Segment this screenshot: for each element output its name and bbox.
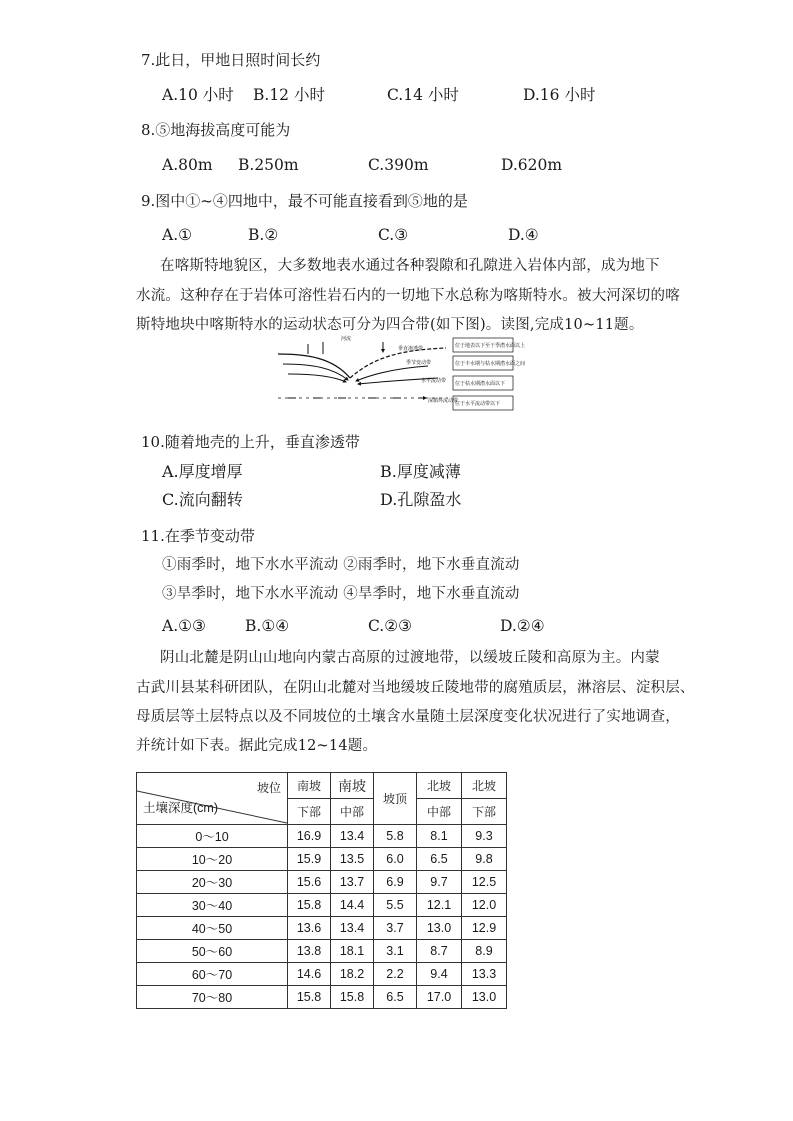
moisture-cell: 13.8 — [288, 940, 331, 963]
header-south-group: 南坡 — [331, 773, 374, 799]
table-row — [137, 917, 507, 940]
q9-option-b: B.② — [248, 226, 279, 244]
header-top: 坡顶 — [374, 773, 417, 825]
q9-option-a: A.① — [162, 226, 193, 244]
q9-stem: 9.图中①~④四地中，最不可能直接看到⑤地的是 — [141, 192, 468, 210]
passage2-line-4: 并统计如下表。据此完成12~14题。 — [136, 738, 378, 754]
q7-option-d: D.16 小时 — [523, 86, 596, 104]
moisture-cell: 18.1 — [331, 940, 374, 963]
moisture-cell: 6.9 — [374, 871, 417, 894]
moisture-cell: 8.7 — [417, 940, 462, 963]
moisture-cell: 9.3 — [462, 825, 507, 848]
depth-cell: 40～50 — [137, 917, 288, 940]
q7-stem: 7.此日，甲地日照时间长约 — [141, 51, 321, 69]
q11-statement-1: ①雨季时，地下水水平流动 ②雨季时，地下水垂直流动 — [162, 557, 520, 573]
header-south-lower-top: 南坡 — [288, 773, 331, 799]
table-row — [137, 940, 507, 963]
q8-option-c: C.390m — [368, 156, 429, 174]
q10-option-a: A.厚度增厚 — [162, 462, 243, 481]
table-row — [137, 825, 507, 848]
q11-statement-2: ③旱季时，地下水水平流动 ④旱季时，地下水垂直流动 — [162, 586, 520, 602]
moisture-cell: 12.0 — [462, 894, 507, 917]
q11-option-c: C.②③ — [368, 617, 413, 635]
table-row — [137, 963, 507, 986]
q11-option-d: D.②④ — [500, 617, 545, 635]
q10-stem: 10.随着地壳的上升，垂直渗透带 — [141, 433, 360, 451]
moisture-cell: 12.5 — [462, 871, 507, 894]
table-row — [137, 848, 507, 871]
q10-option-c: C.流向翻转 — [162, 490, 243, 509]
vertical-seepage-arrows — [308, 342, 383, 354]
zone2-label: 季节变动带 — [406, 360, 432, 366]
header-south-lower-bottom: 下部 — [288, 799, 331, 825]
river-label: 河流 — [341, 336, 352, 342]
moisture-cell: 17.0 — [417, 986, 462, 1009]
moisture-cell: 12.9 — [462, 917, 507, 940]
moisture-cell: 6.5 — [374, 986, 417, 1009]
moisture-cell: 18.2 — [331, 963, 374, 986]
q8-option-d: D.620m — [501, 156, 563, 174]
moisture-cell: 8.9 — [462, 940, 507, 963]
q10-option-b: B.厚度减薄 — [380, 462, 461, 481]
depth-cell: 30～40 — [137, 894, 288, 917]
moisture-cell: 15.8 — [331, 986, 374, 1009]
q11-stem: 11.在季节变动带 — [141, 527, 255, 545]
table-row — [137, 871, 507, 894]
flow-line-3 — [356, 366, 428, 381]
passage2-line-2: 古武川县某科研团队，在阴山北麓对当地缓坡丘陵地带的腐殖质层，淋溶层、淀积层、 — [136, 680, 695, 696]
moisture-cell: 15.6 — [288, 871, 331, 894]
note3-text: 位于枯水期潜水面以下 — [455, 381, 506, 387]
header-south-mid: 中部 — [331, 799, 374, 825]
moisture-cell: 15.9 — [288, 848, 331, 871]
soil-depth-header: 土壤深度(cm) — [143, 801, 218, 815]
passage1-line-2: 水流。这种存在于岩体可溶性岩石内的一切地下水总称为喀斯特水。被大河深切的喀 — [136, 288, 680, 304]
zone1-label: 垂直渗透带 — [398, 346, 424, 352]
moisture-cell: 9.7 — [417, 871, 462, 894]
header-north-mid-top: 北坡 — [417, 773, 462, 799]
passage1-line-1: 在喀斯特地貌区，大多数地表水通过各种裂隙和孔隙进入岩体内部，成为地下 — [160, 258, 660, 274]
depth-cell: 20～30 — [137, 871, 288, 894]
q9-option-c: C.③ — [378, 226, 409, 244]
depth-cell: 0～10 — [137, 825, 288, 848]
moisture-cell: 12.1 — [417, 894, 462, 917]
moisture-cell: 13.4 — [331, 825, 374, 848]
moisture-cell: 16.9 — [288, 825, 331, 848]
passage1-line-3: 斯特地块中喀斯特水的运动状态可分为四合带(如下图)。读图,完成10~11题。 — [136, 317, 644, 333]
q11-option-b: B.①④ — [245, 617, 290, 635]
q9-option-d: D.④ — [508, 226, 539, 244]
moisture-cell: 15.8 — [288, 894, 331, 917]
passage2-line-1: 阴山北麓是阴山山地向内蒙古高原的过渡地带，以缓坡丘陵和高原为主。内蒙 — [160, 650, 660, 666]
flow-line-1 — [283, 364, 348, 380]
depth-cell: 50～60 — [137, 940, 288, 963]
moisture-cell: 6.0 — [374, 848, 417, 871]
table-row — [137, 986, 507, 1009]
header-north-mid-bottom: 中部 — [417, 799, 462, 825]
note4-text: 位于水平流动带以下 — [455, 401, 501, 407]
moisture-cell: 13.0 — [462, 986, 507, 1009]
passage2-line-3: 母质层等土层特点以及不同坡位的土壤含水量随土层深度变化状况进行了实地调查， — [136, 709, 680, 725]
moisture-cell: 13.5 — [331, 848, 374, 871]
zone3-label: 水平流动带 — [421, 378, 447, 384]
zone4-label: 深循环流动带 — [428, 398, 459, 404]
table-body — [137, 825, 507, 1009]
moisture-cell: 13.6 — [288, 917, 331, 940]
flow-line-2 — [288, 374, 346, 382]
q10-option-d: D.孔隙盈水 — [380, 490, 462, 509]
moisture-cell: 15.8 — [288, 986, 331, 1009]
moisture-cell: 14.4 — [331, 894, 374, 917]
karst-water-figure — [278, 336, 526, 416]
moisture-cell: 13.0 — [417, 917, 462, 940]
depth-cell: 10～20 — [137, 848, 288, 871]
depth-cell: 60～70 — [137, 963, 288, 986]
header-north-lower-top: 北坡 — [462, 773, 507, 799]
q8-stem: 8.⑤地海拔高度可能为 — [141, 121, 291, 139]
note2-text: 位于丰水期与枯水期潜水面之间 — [455, 361, 526, 367]
karst-diagram — [278, 336, 526, 416]
moisture-cell: 5.8 — [374, 825, 417, 848]
header-north-lower-bottom: 下部 — [462, 799, 507, 825]
moisture-cell: 3.7 — [374, 917, 417, 940]
moisture-cell: 9.4 — [417, 963, 462, 986]
moisture-cell: 9.8 — [462, 848, 507, 871]
moisture-cell: 13.3 — [462, 963, 507, 986]
soil-moisture-table — [136, 772, 507, 1009]
moisture-cell: 3.1 — [374, 940, 417, 963]
depth-cell: 70～80 — [137, 986, 288, 1009]
moisture-cell: 6.5 — [417, 848, 462, 871]
table-row — [137, 894, 507, 917]
q11-option-a: A.①③ — [162, 617, 206, 635]
note1-text: 位于地表以下至干季潜水面以上 — [455, 343, 526, 349]
q7-option-c: C.14 小时 — [387, 86, 459, 104]
q7-option-a: A.10 小时 — [162, 86, 234, 104]
moisture-cell: 13.4 — [331, 917, 374, 940]
moisture-cell: 2.2 — [374, 963, 417, 986]
moisture-cell: 13.7 — [331, 871, 374, 894]
moisture-cell: 5.5 — [374, 894, 417, 917]
q7-option-b: B.12 小时 — [253, 86, 325, 104]
water-table-right — [350, 348, 446, 378]
q8-option-b: B.250m — [238, 156, 299, 174]
q8-option-a: A.80m — [162, 156, 213, 174]
slope-position-header: 坡位 — [256, 781, 281, 795]
moisture-cell: 14.6 — [288, 963, 331, 986]
moisture-cell: 8.1 — [417, 825, 462, 848]
table-corner-header — [137, 773, 288, 825]
